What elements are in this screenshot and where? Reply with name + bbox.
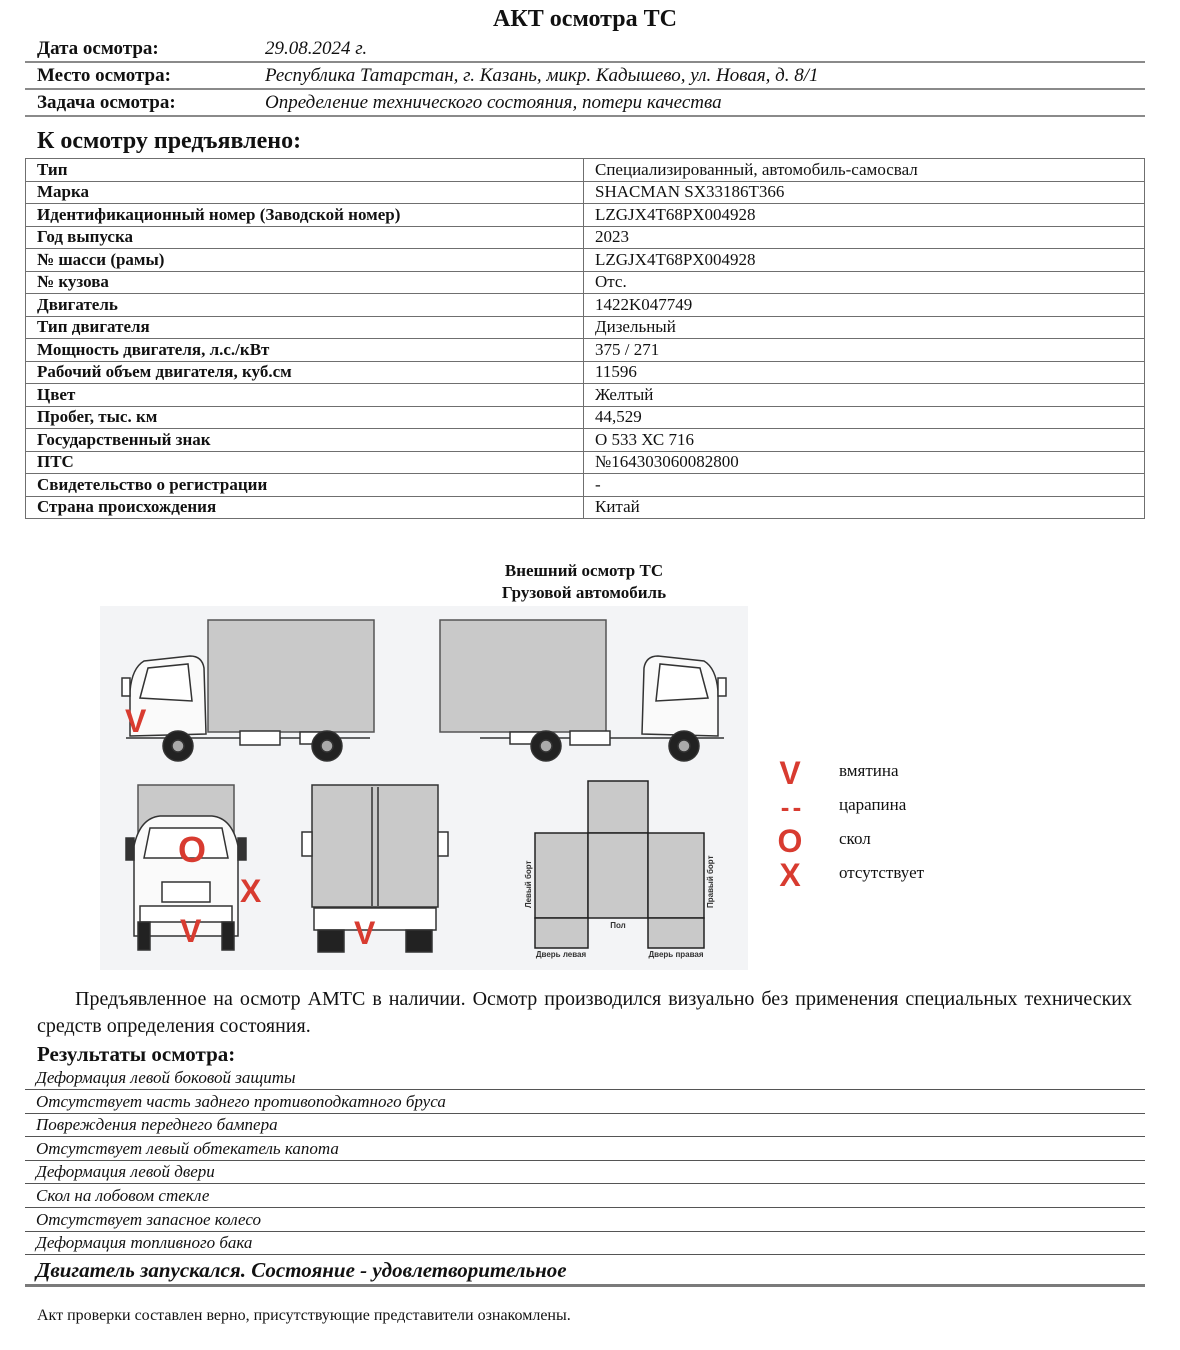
result-row xyxy=(25,1208,1145,1232)
result-text: Деформация левой боковой защиты xyxy=(36,1068,296,1087)
table-row xyxy=(26,226,1145,249)
spec-value: №164303060082800 xyxy=(584,451,1145,474)
result-text: Деформация топливного бака xyxy=(36,1233,253,1253)
spec-key: Тип xyxy=(26,159,584,182)
spec-key: Идентификационный номер (Заводской номер) xyxy=(26,204,584,227)
spec-key: Пробег, тыс. км xyxy=(26,406,584,429)
truck-damage-diagram xyxy=(100,606,748,970)
header-row-place xyxy=(25,62,1145,90)
spec-value: 1422K047749 xyxy=(584,294,1145,317)
spec-key: Тип двигателя xyxy=(26,316,584,339)
table-row xyxy=(26,204,1145,227)
diagram-title-line1: Внешний осмотр ТС xyxy=(504,561,664,580)
table-row xyxy=(26,316,1145,339)
table-row xyxy=(26,249,1145,272)
spec-value: Специализированный, автомобиль-самосвал xyxy=(584,159,1145,182)
final-statement-row xyxy=(25,1258,1145,1287)
spec-key: Государственный знак xyxy=(26,429,584,452)
table-row xyxy=(26,271,1145,294)
label-left-door: Дверь левая xyxy=(535,950,587,959)
result-text: Отсутствует часть заднего противоподкатного бруса xyxy=(36,1091,446,1111)
vehicle-spec-table xyxy=(25,158,1145,519)
header-value: Определение технического состояния, потери качества xyxy=(265,92,722,113)
footer-note: Акт проверки составлен верно, присутствующие представители ознакомлены. xyxy=(37,1307,571,1324)
table-row xyxy=(26,496,1145,519)
legend-text: вмятина xyxy=(839,761,899,780)
section-title: К осмотру предъявлено: xyxy=(37,128,302,154)
table-row xyxy=(26,384,1145,407)
result-text: Отсутствует запасное колесо xyxy=(36,1209,261,1229)
legend-item-missing xyxy=(775,859,975,891)
result-text: Повреждения переднего бампера xyxy=(36,1115,278,1135)
header-row-task xyxy=(25,89,1145,117)
spec-key: № кузова xyxy=(26,271,584,294)
inspection-note: Предъявленное на осмотр АМТС в наличии. Осмотр производился визуально без применения специальных технических средств определения состояния. xyxy=(37,988,1132,1037)
legend-item-dent xyxy=(775,757,975,789)
spec-key: Мощность двигателя, л.с./кВт xyxy=(26,339,584,362)
table-row xyxy=(26,474,1145,497)
header-label: Дата осмотра: xyxy=(37,38,159,59)
label-right-side: Правый борт xyxy=(706,855,715,908)
spec-value: 2023 xyxy=(584,226,1145,249)
table-row xyxy=(26,361,1145,384)
dent-mark-front-bumper: V xyxy=(180,913,202,949)
spec-key: Год выпуска xyxy=(26,226,584,249)
result-text: Деформация левой двери xyxy=(36,1162,215,1182)
result-row xyxy=(25,1090,1145,1114)
result-text: Скол на лобовом стекле xyxy=(36,1186,210,1205)
dent-mark-left-bumper: V xyxy=(125,703,147,739)
spec-value: 11596 xyxy=(584,361,1145,384)
spec-value: LZGJX4T68PX004928 xyxy=(584,249,1145,272)
missing-mark-hood-fairing: X xyxy=(240,873,262,909)
spec-value: Дизельный xyxy=(584,316,1145,339)
label-left-side: Левый борт xyxy=(524,860,533,908)
spec-key: Свидетельство о регистрации xyxy=(26,474,584,497)
header-label: Задача осмотра: xyxy=(37,92,176,113)
label-floor: Пол xyxy=(610,921,626,930)
truck-diagram-svg xyxy=(100,606,748,970)
spec-key: Страна происхождения xyxy=(26,496,584,519)
spec-key: Рабочий объем двигателя, куб.см xyxy=(26,361,584,384)
spec-key: Двигатель xyxy=(26,294,584,317)
results-title: Результаты осмотра: xyxy=(37,1042,236,1066)
table-row xyxy=(26,294,1145,317)
spec-value: LZGJX4T68PX004928 xyxy=(584,204,1145,227)
scratch-icon: - - xyxy=(780,792,800,822)
spec-key: Цвет xyxy=(26,384,584,407)
result-row xyxy=(25,1184,1145,1208)
result-row xyxy=(25,1113,1145,1137)
diagram-title xyxy=(384,560,784,604)
spec-key: ПТС xyxy=(26,451,584,474)
result-row xyxy=(25,1231,1145,1255)
legend-item-chip xyxy=(775,825,975,857)
header-value: Республика Татарстан, г. Казань, микр. Кадышево, ул. Новая, д. 8/1 xyxy=(265,65,819,86)
spec-key: Марка xyxy=(26,181,584,204)
legend-text: отсутствует xyxy=(839,863,925,882)
result-row xyxy=(25,1160,1145,1184)
spec-value: Отс. xyxy=(584,271,1145,294)
missing-icon: X xyxy=(779,857,801,893)
table-row xyxy=(26,429,1145,452)
truck-left-side-view xyxy=(122,620,374,761)
spec-key: № шасси (рамы) xyxy=(26,249,584,272)
table-row xyxy=(26,339,1145,362)
table-row xyxy=(26,451,1145,474)
spec-value: SHACMAN SX33186T366 xyxy=(584,181,1145,204)
header-value: 29.08.2024 г. xyxy=(265,38,368,59)
header-label: Место осмотра: xyxy=(37,65,171,86)
spec-value: 375 / 271 xyxy=(584,339,1145,362)
spec-value: О 533 ХС 716 xyxy=(584,429,1145,452)
final-statement: Двигатель запускался. Состояние - удовлетворительное xyxy=(36,1258,567,1282)
spec-value: Желтый xyxy=(584,384,1145,407)
dent-mark-rear-underrun-bar: V xyxy=(354,915,376,951)
diagram-title-line2: Грузовой автомобиль xyxy=(501,583,667,602)
result-row xyxy=(25,1066,1145,1090)
truck-right-side-view xyxy=(440,620,726,761)
spec-value: Китай xyxy=(584,496,1145,519)
legend-text: скол xyxy=(839,829,871,848)
spec-value: - xyxy=(584,474,1145,497)
label-right-door: Дверь правая xyxy=(648,950,704,959)
chip-icon: O xyxy=(777,823,803,859)
legend-item-scratch xyxy=(775,791,975,823)
table-row xyxy=(26,159,1145,182)
table-row xyxy=(26,181,1145,204)
spec-value: 44,529 xyxy=(584,406,1145,429)
result-row xyxy=(25,1137,1145,1161)
table-row xyxy=(26,406,1145,429)
dent-icon: V xyxy=(779,755,801,791)
document-title: АКТ осмотра ТС xyxy=(493,6,677,32)
chip-mark-windshield: O xyxy=(178,829,207,870)
result-text: Отсутствует левый обтекатель капота xyxy=(36,1138,339,1158)
legend-text: царапина xyxy=(839,795,907,814)
header-row-date xyxy=(25,35,1145,63)
